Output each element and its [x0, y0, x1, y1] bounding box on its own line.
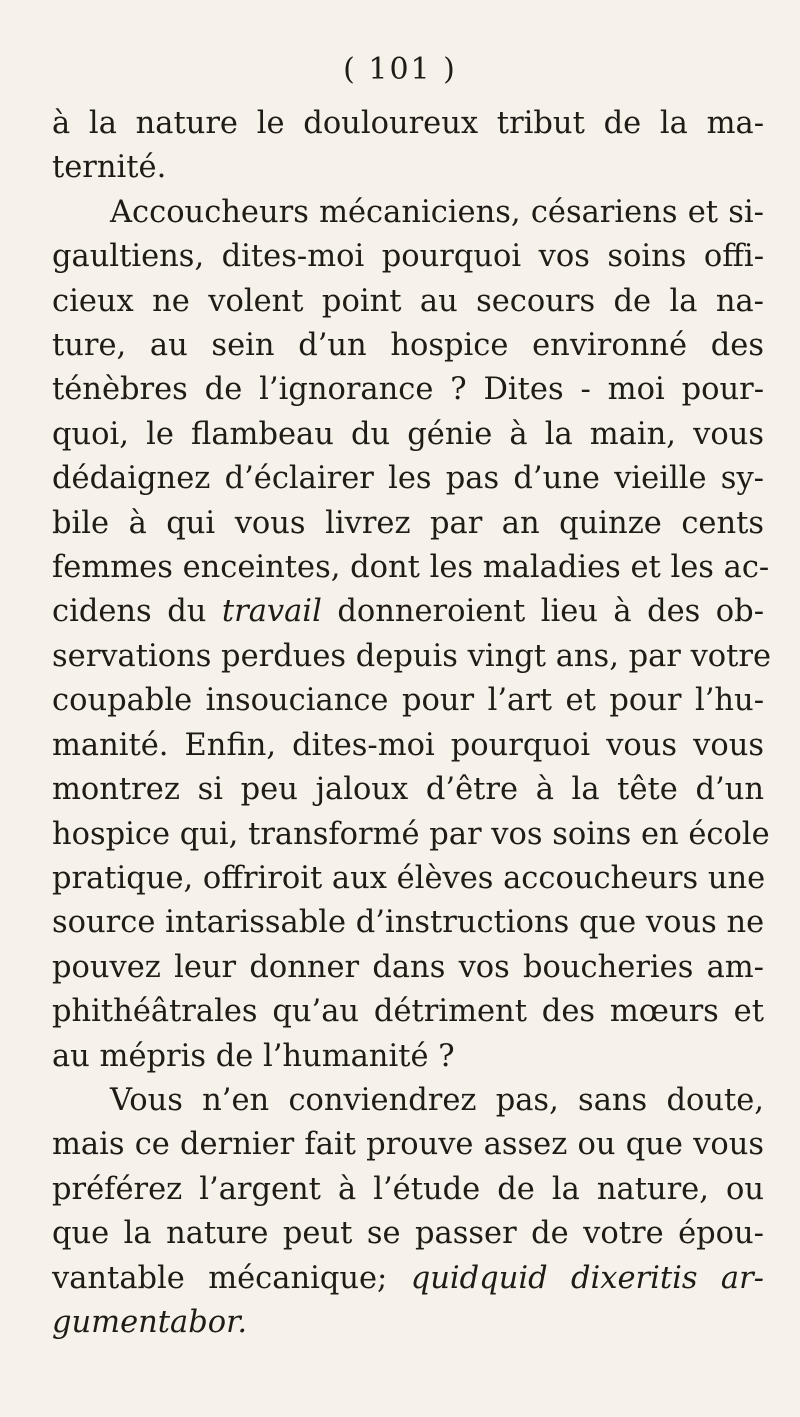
text-line: hospice qui, transformé par vos soins en école	[52, 816, 770, 852]
text-line: manité. Enfin, dites-moi pourquoi vous vous	[52, 727, 764, 763]
text-line: ture, au sein d’un hospice environné des	[52, 328, 764, 364]
text-line: que la nature peut se passer de votre épou-	[52, 1216, 764, 1252]
text-line: coupable insouciance pour l’art et pour l’hu-	[52, 683, 764, 719]
text-line: pouvez leur donner dans vos boucheries am-	[52, 949, 764, 985]
text-line: ténèbres de l’ignorance ? Dites - moi pour-	[52, 372, 764, 408]
text-line: cieux ne volent point au secours de la na-	[52, 283, 764, 319]
text-line: pratique, offriroit aux élèves accoucheurs une	[52, 860, 766, 896]
text-line: quoi, le flambeau du génie à la main, vous	[52, 416, 764, 452]
text-line: phithéâtrales qu’au détriment des mœurs et	[52, 994, 764, 1030]
text-line: ternité.	[52, 150, 167, 186]
text-line	[52, 590, 764, 634]
text-line: bile à qui vous livrez par an quinze cents	[52, 505, 764, 541]
text-line: servations perdues depuis vingt ans, par votre	[52, 638, 772, 674]
text-line	[52, 1301, 764, 1345]
text-line	[52, 1257, 764, 1301]
text-line: à la nature le douloureux tribut de la ma-	[52, 106, 764, 141]
text-line: au mépris de l’humanité ?	[52, 1038, 455, 1074]
text-line: mais ce dernier fait prouve assez ou que vous	[52, 1127, 764, 1163]
text-segment: donneroient lieu à des ob-	[321, 594, 764, 630]
text-line: Accoucheurs mécaniciens, césariens et si-	[110, 194, 764, 230]
text-line: montrez si peu jaloux d’être à la tête d’un	[52, 772, 764, 808]
text-line: gaultiens, dites-moi pourquoi vos soins offi-	[52, 239, 764, 275]
text-line: source intarissable d’instructions que vous ne	[52, 905, 765, 941]
italic-word: travail	[221, 594, 322, 630]
page-number: ( 101 )	[343, 52, 457, 87]
body-text	[52, 102, 772, 1345]
text-segment: vantable mécanique;	[52, 1260, 411, 1296]
text-line: dédaignez d’éclairer les pas d’une vieille sy-	[52, 461, 764, 497]
italic-latin: gumentabor.	[52, 1304, 248, 1340]
italic-latin: quidquid dixeritis ar-	[410, 1260, 764, 1296]
text-line: préférez l’argent à l’étude de la nature, ou	[52, 1171, 764, 1207]
text-line: Vous n’en conviendrez pas, sans doute,	[110, 1082, 764, 1118]
text-line: femmes enceintes, dont les maladies et les ac-	[52, 550, 770, 586]
text-segment: cidens du	[52, 594, 222, 630]
